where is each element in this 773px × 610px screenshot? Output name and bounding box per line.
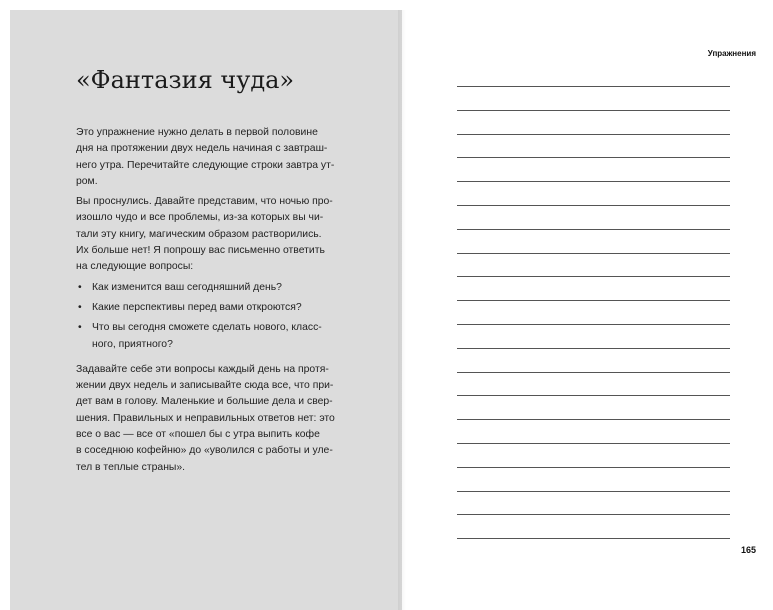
writing-line (457, 300, 730, 301)
writing-line (457, 110, 730, 111)
question-text: ного, приятного? (92, 338, 173, 350)
paragraph-intro (76, 125, 366, 190)
writing-line (457, 514, 730, 515)
bullet-icon: • (78, 281, 82, 293)
text-line: него утра. Перечитайте следующие строки завтра ут- (76, 159, 335, 171)
writing-line (457, 372, 730, 373)
writing-line (457, 395, 730, 396)
writing-line (457, 348, 730, 349)
text-line: изошло чудо и все проблемы, из-за которых вы чи- (76, 212, 324, 224)
writing-line (457, 205, 730, 206)
text-line: дет вам в голову. Маленькие и большие дела и свер- (76, 396, 333, 408)
text-line: Это упражнение нужно делать в первой половине (76, 127, 318, 138)
text-line: дня на протяжении двух недель начиная с завтраш- (76, 143, 328, 155)
text-line: на следующие вопросы: (76, 261, 194, 273)
writing-line (457, 491, 730, 492)
writing-line (457, 443, 730, 444)
writing-line (457, 467, 730, 468)
writing-line (457, 157, 730, 158)
text-line: ром. (76, 175, 98, 187)
writing-line (457, 86, 730, 87)
text-line: тали эту книгу, магическим образом растворились. (76, 228, 322, 240)
page-gutter (398, 10, 406, 610)
text-line: шения. Правильных и неправильных ответов нет: это (76, 412, 335, 424)
writing-line (457, 134, 730, 135)
paragraph-scenario (76, 194, 366, 275)
question-text: Что вы сегодня сможете сделать нового, класс- (92, 322, 322, 334)
text-line: тел в теплые страны». (76, 461, 186, 473)
question-text: Как изменится ваш сегодняшний день? (92, 281, 282, 293)
question-item (76, 320, 366, 353)
bullet-icon: • (78, 301, 82, 313)
text-line: жении двух недель и записывайте сюда все, что при- (76, 380, 334, 392)
writing-line (457, 276, 730, 277)
text-line: Задавайте себе эти вопросы каждый день на протя- (76, 363, 329, 375)
text-line: Вы проснулись. Давайте представим, что ночью про- (76, 196, 333, 208)
exercise-title: «Фантазия чуда» (76, 66, 295, 94)
writing-line (457, 181, 730, 182)
running-head: Упражнения (707, 49, 756, 58)
writing-line (457, 419, 730, 420)
question-text: Какие перспективы перед вами откроются? (92, 301, 302, 313)
page-number: 165 (740, 545, 756, 555)
writing-line (457, 229, 730, 230)
writing-line (457, 324, 730, 325)
paragraph-instructions (76, 362, 366, 476)
text-line: Их больше нет! Я попрошу вас письменно ответить (76, 245, 325, 257)
question-item (76, 280, 366, 296)
bullet-icon: • (78, 322, 82, 334)
text-line: в соседнюю кофейню» до «уволился с работы и уле- (76, 445, 333, 457)
question-list (76, 280, 366, 353)
question-item (76, 300, 366, 316)
writing-line (457, 538, 730, 539)
exercise-body (76, 125, 366, 476)
writing-line (457, 253, 730, 254)
text-line: все о вас — все от «пошел бы с утра выпить кофе (76, 429, 320, 441)
writing-lines (457, 86, 730, 562)
